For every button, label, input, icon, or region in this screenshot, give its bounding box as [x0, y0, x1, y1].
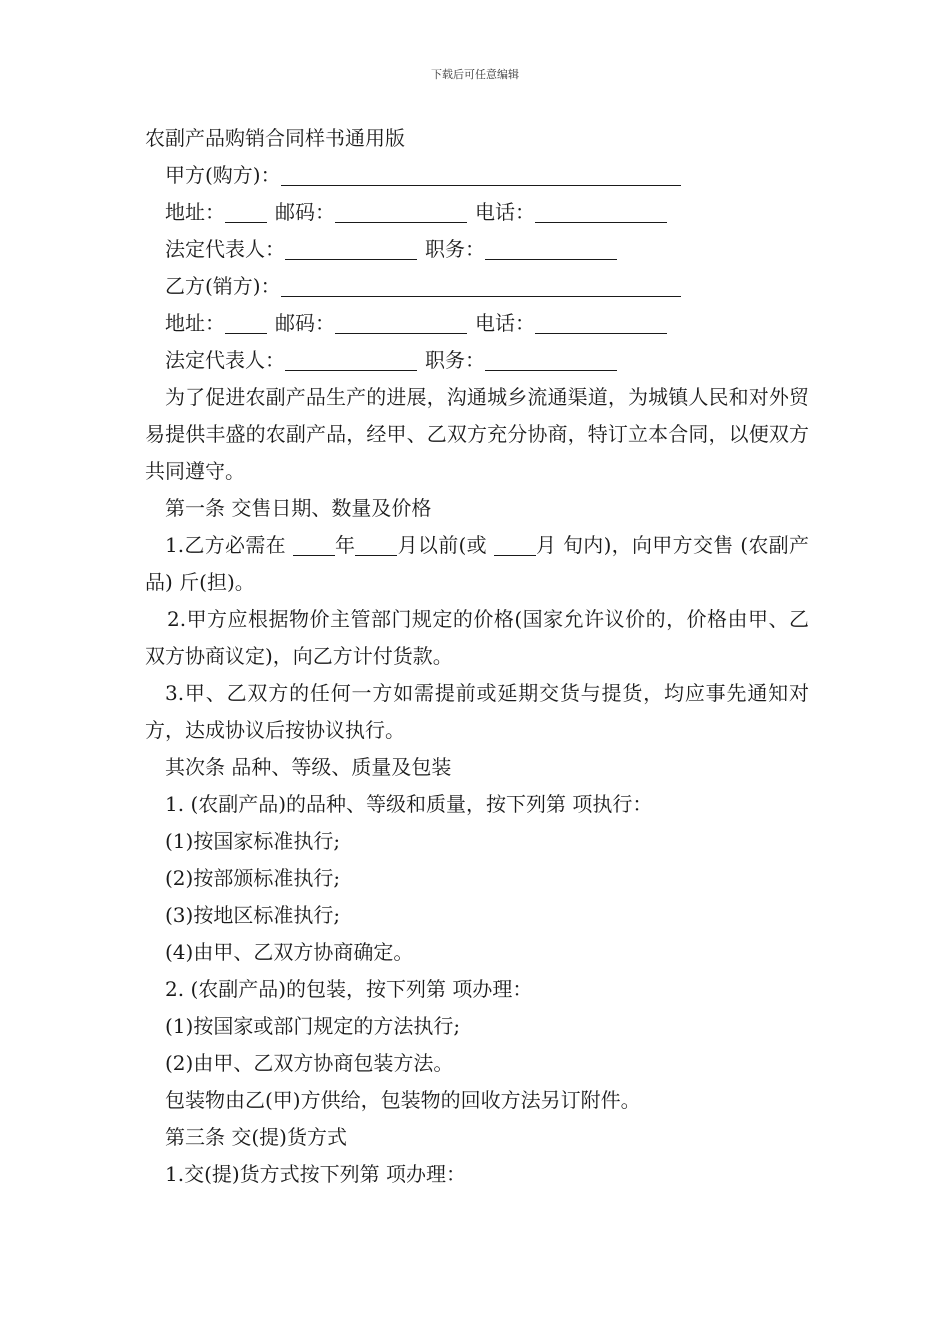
party-a-label: 甲方(购方)： [165, 163, 281, 187]
article-1-heading: 第一条 交售日期、数量及价格 [165, 496, 432, 520]
standard-option-3: (3)按地区标准执行; [165, 903, 341, 927]
packaging-option-1: (1)按国家或部门规定的方法执行; [165, 1014, 461, 1038]
party-b-postcode-field[interactable] [335, 311, 467, 334]
party-b-line [145, 268, 809, 305]
party-a-name-field[interactable] [281, 163, 681, 186]
article-1-item-2: 2.甲方应根据物价主管部门规定的价格(国家允许议价的，价格由甲、乙双方协商议定)，向乙方计付货款。 [145, 607, 809, 668]
article-1-item-3: 3.甲、乙双方的任何一方如需提前或延期交货与提货，均应事先通知对方，达成协议后按协议执行。 [145, 681, 809, 742]
contract-title: 农副产品购销合同样书通用版 [145, 126, 405, 150]
party-a-position-field[interactable] [485, 237, 617, 260]
party-b-rep-line [145, 342, 809, 379]
party-a-postcode-field[interactable] [335, 200, 467, 223]
article-2-heading: 其次条 品种、等级、质量及包装 [165, 755, 452, 779]
party-b-name-field[interactable] [281, 274, 681, 297]
party-b-position-field[interactable] [485, 348, 617, 371]
party-a-rep-line [145, 231, 809, 268]
party-a-phone-field[interactable] [535, 200, 667, 223]
article-2-item-2: 2. (农副产品)的包装，按下列第 项办理： [165, 977, 533, 1001]
position-label: 职务： [425, 237, 485, 261]
intro-paragraph: 为了促进农副产品生产的进展，沟通城乡流通渠道，为城镇人民和对外贸易提供丰盛的农副产品，经甲、乙双方充分协商，特订立本合同，以便双方共同遵守。 [145, 385, 809, 483]
address-label: 地址： [165, 200, 225, 224]
standard-option-1: (1)按国家标准执行; [165, 829, 341, 853]
postcode-label: 邮码： [275, 200, 335, 224]
party-b-address-field[interactable] [225, 311, 267, 334]
contract-body [145, 120, 809, 1193]
postcode-label: 邮码： [275, 311, 335, 335]
standard-option-4: (4)由甲、乙双方协商确定。 [165, 940, 414, 964]
rep-label: 法定代表人： [165, 348, 285, 372]
party-a-address-field[interactable] [225, 200, 267, 223]
year-field[interactable] [293, 533, 335, 556]
party-a-line [145, 157, 809, 194]
month-alt-field[interactable] [494, 533, 536, 556]
packaging-option-2: (2)由甲、乙双方协商包装方法。 [165, 1051, 454, 1075]
article-2-item-1: 1. (农副产品)的品种、等级和质量，按下列第 项执行： [165, 792, 653, 816]
header-note: 下载后可任意编辑 [431, 68, 519, 81]
standard-option-2: (2)按部颁标准执行; [165, 866, 341, 890]
phone-label: 电话： [475, 200, 535, 224]
article-3-heading: 第三条 交(提)货方式 [165, 1125, 347, 1149]
party-a-contact-line [145, 194, 809, 231]
month-field[interactable] [355, 533, 397, 556]
phone-label: 电话： [475, 311, 535, 335]
party-a-rep-field[interactable] [285, 237, 417, 260]
article-1-item-1: 1.乙方必需在 年 月以前(或 月 旬内)，向甲方交售 (农副产品) 斤(担)。 [145, 533, 809, 594]
article-3-item-1: 1.交(提)货方式按下列第 项办理： [165, 1162, 467, 1186]
address-label: 地址： [165, 311, 225, 335]
party-b-phone-field[interactable] [535, 311, 667, 334]
position-label: 职务： [425, 348, 485, 372]
rep-label: 法定代表人： [165, 237, 285, 261]
packaging-note: 包装物由乙(甲)方供给，包装物的回收方法另订附件。 [165, 1088, 641, 1112]
party-b-rep-field[interactable] [285, 348, 417, 371]
party-b-contact-line [145, 305, 809, 342]
party-b-label: 乙方(销方)： [165, 274, 281, 298]
